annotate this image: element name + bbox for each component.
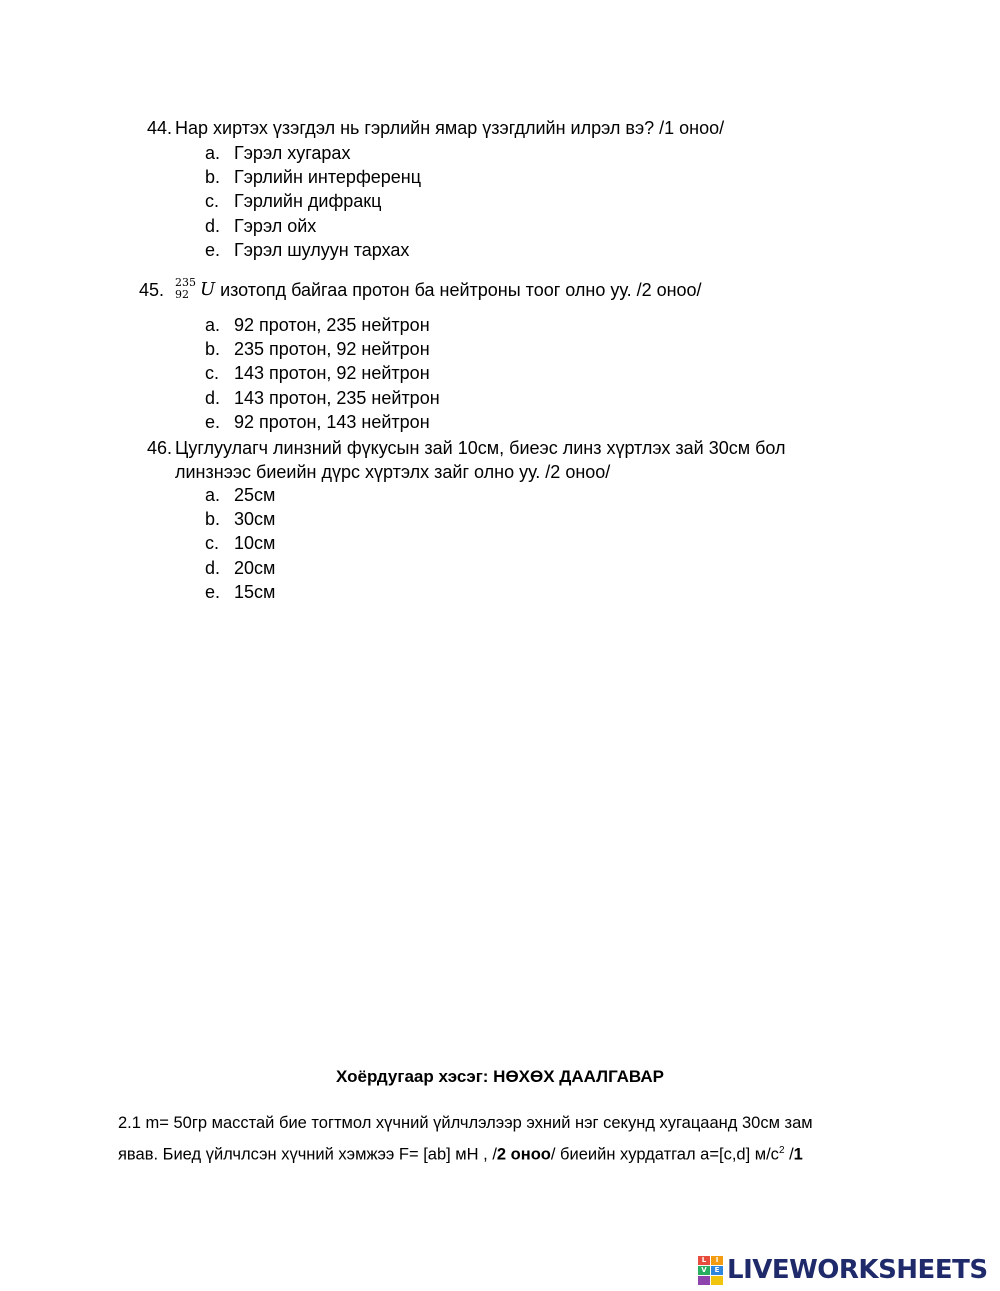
logo-block: I bbox=[711, 1256, 723, 1265]
logo-block: V bbox=[698, 1266, 710, 1275]
isotope-symbol: U bbox=[200, 279, 216, 300]
logo-block bbox=[698, 1276, 710, 1285]
question-44 bbox=[147, 116, 725, 140]
points-bold: 2 оноо bbox=[496, 1145, 551, 1164]
question-45 bbox=[139, 278, 702, 302]
question-text-line2: линзнээс биеийн дүрс хүртэлх зайг олно уу. /2 оноо/ bbox=[175, 462, 611, 482]
task-2-1 bbox=[118, 1110, 918, 1169]
question-number: 46. bbox=[147, 438, 173, 458]
logo-text: LIVEWORKSHEETS bbox=[727, 1255, 988, 1285]
unit-exponent: 2 bbox=[778, 1145, 785, 1156]
question-46 bbox=[147, 436, 786, 460]
points-bold: 1 bbox=[793, 1145, 803, 1164]
logo-block bbox=[711, 1276, 723, 1285]
section-title: Хоёрдугаар хэсэг: НӨХӨХ ДААЛГАВАР bbox=[336, 1067, 664, 1086]
isotope-notation bbox=[175, 278, 215, 302]
question-number: 44. bbox=[147, 118, 173, 138]
question-number: 45. bbox=[139, 280, 165, 300]
question-text: Нар хиртэх үзэгдэл нь гэрлийн ямар үзэгдлийн илрэл вэ? /1 оноо/ bbox=[175, 118, 725, 138]
task-line-1: 2.1 m= 50гр масстай бие тогтмол хүчний үйлчлэлээр эхний нэг секунд хугацаанд 30см зам bbox=[118, 1114, 813, 1132]
logo-blocks-icon bbox=[698, 1256, 723, 1285]
question-text-line1: Цуглуулагч линзний фүкусын зай 10см, биеэс линз хүртлэх зай 30см бол bbox=[175, 438, 786, 458]
liveworksheets-logo bbox=[698, 1255, 988, 1285]
logo-block: E bbox=[711, 1266, 723, 1275]
task-line-2: явав. Биед үйлчлсэн хүчний хэмжээ F= [ab] мН , /2 оноо/ биеийн хурдатгал a=[c,d] $м/с^2$ /1 bbox=[118, 1145, 803, 1164]
isotope-mass-number: 235 bbox=[175, 276, 197, 289]
isotope-atomic-number: 92 bbox=[175, 288, 190, 301]
question-text: изотопд байгаа протон ба нейтроны тоог олно уу. /2 оноо/ bbox=[220, 280, 702, 300]
question-46-line2 bbox=[175, 460, 610, 484]
logo-block: L bbox=[698, 1256, 710, 1265]
